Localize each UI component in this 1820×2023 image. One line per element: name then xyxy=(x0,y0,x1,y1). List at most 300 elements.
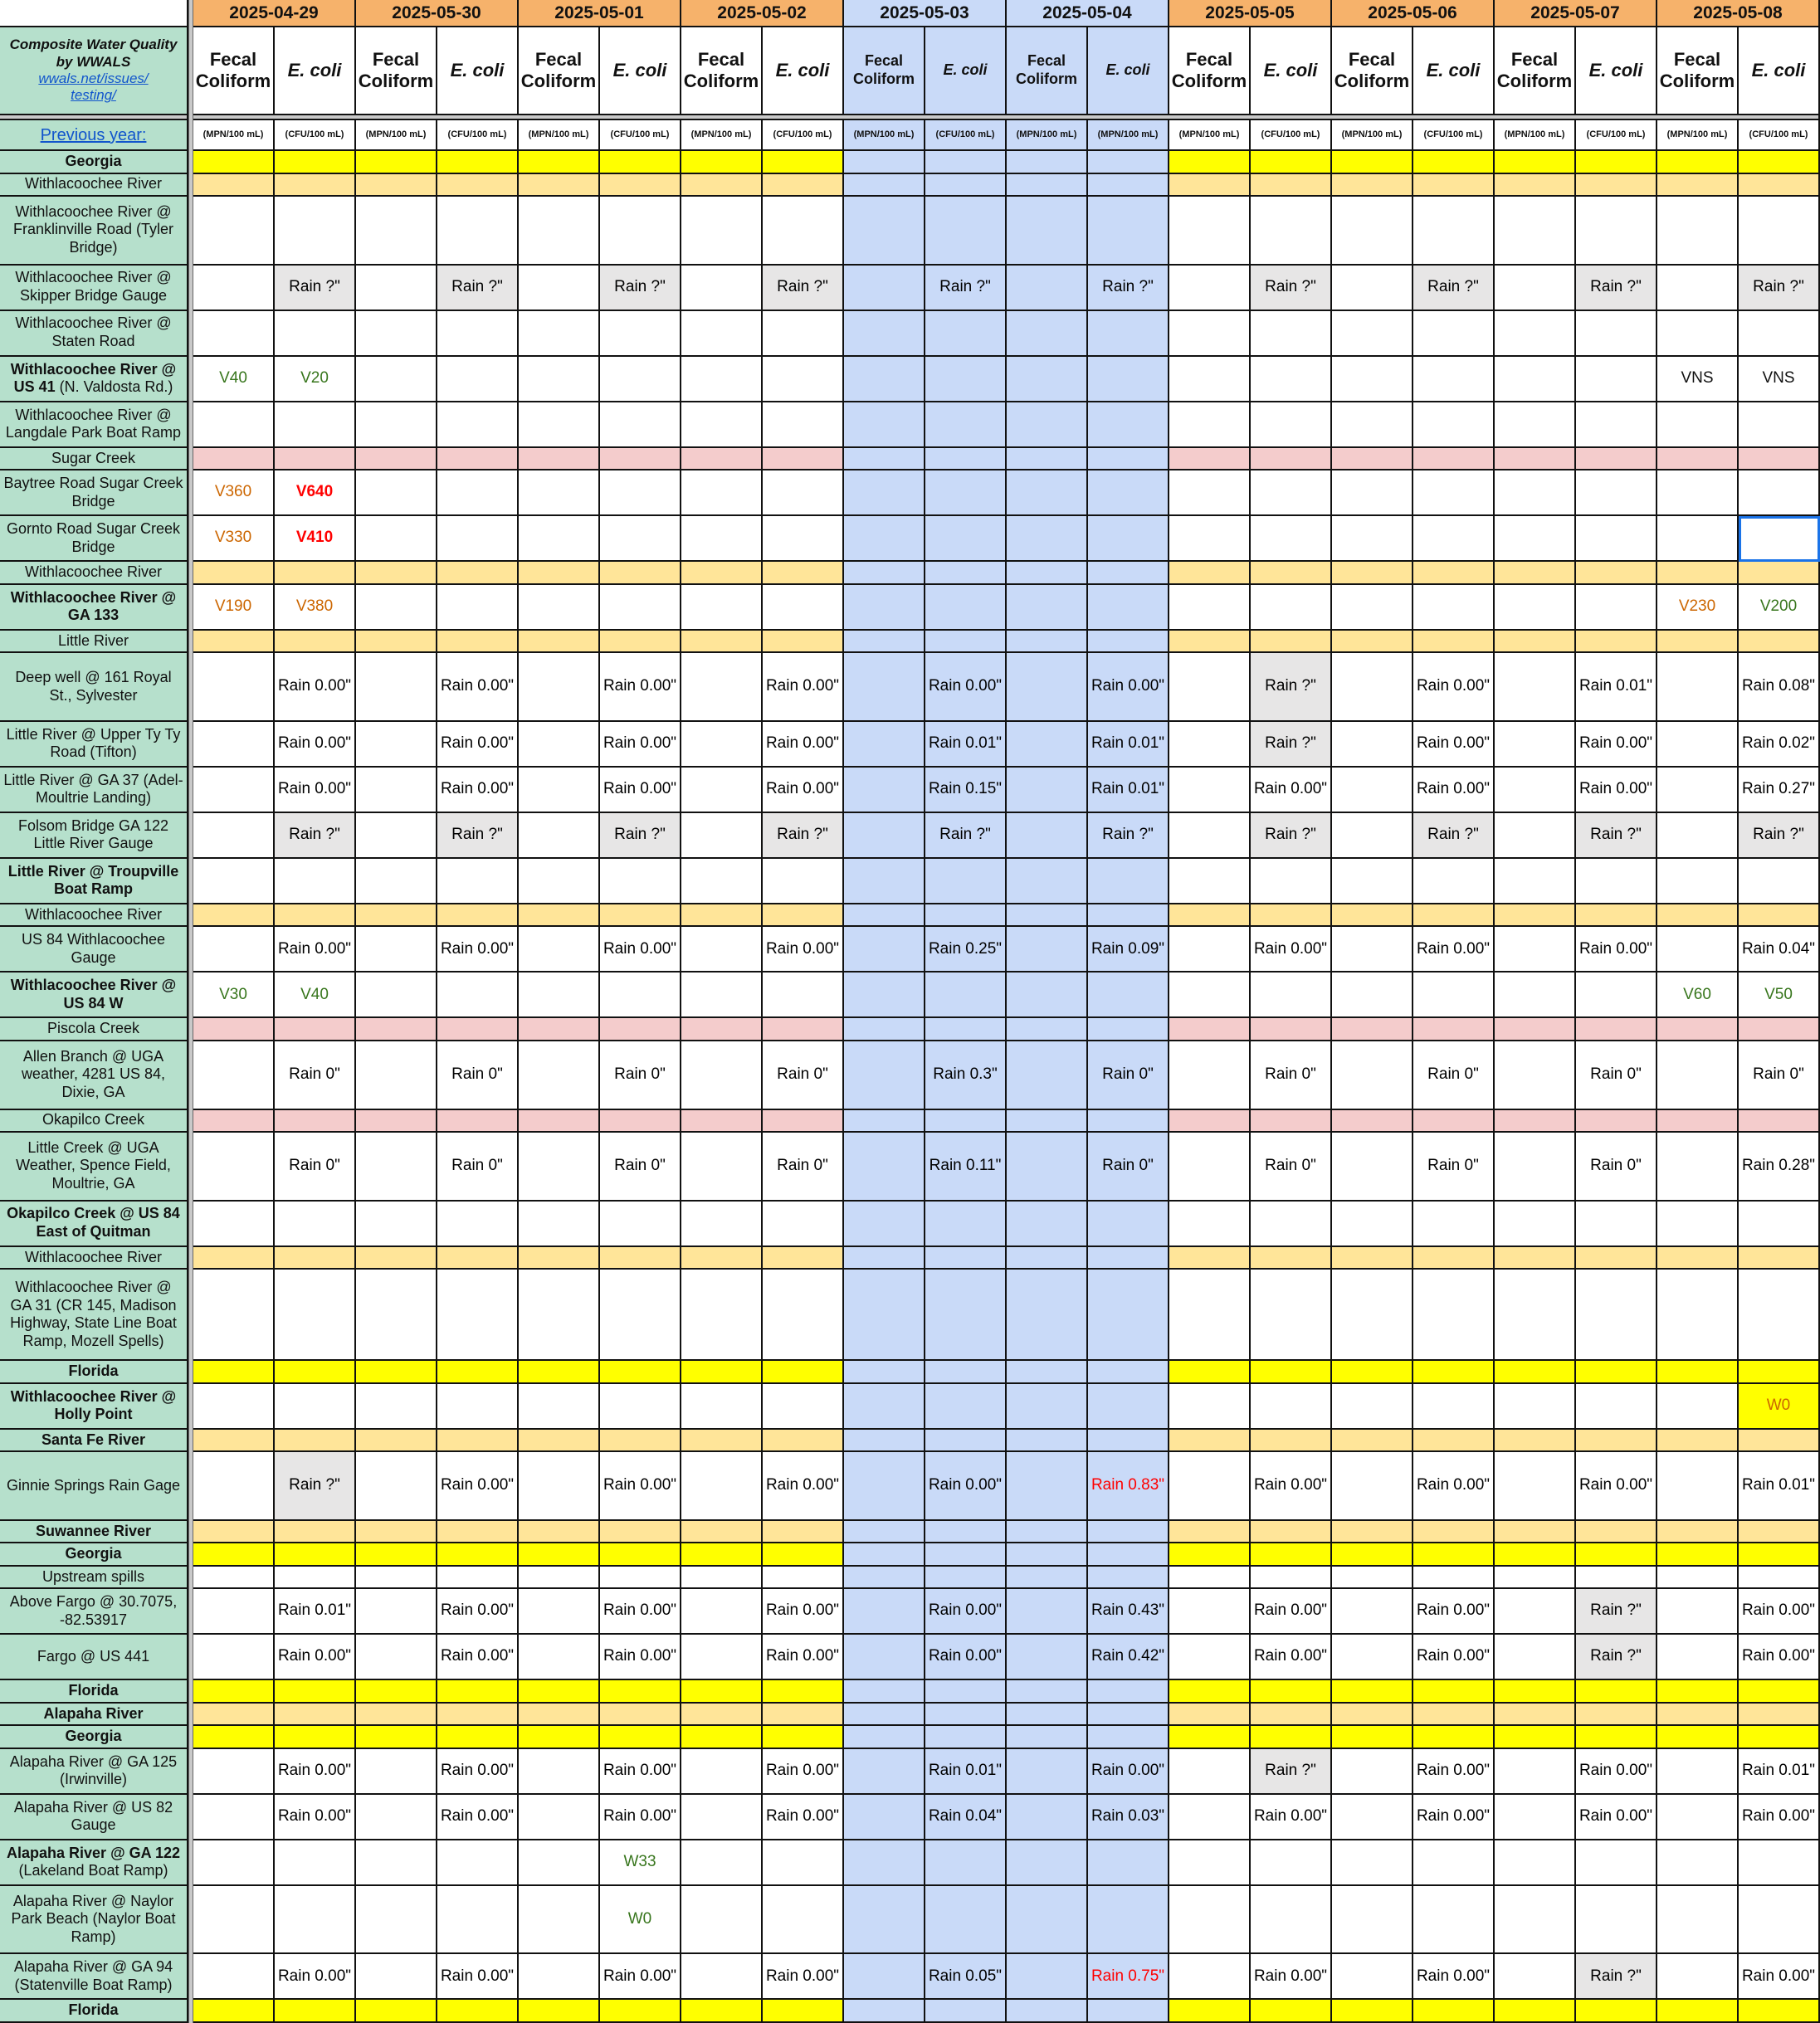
data-cell[interactable] xyxy=(1169,1430,1251,1453)
data-cell[interactable] xyxy=(600,516,681,562)
data-cell[interactable] xyxy=(1088,904,1169,928)
data-cell[interactable] xyxy=(437,904,519,928)
data-cell[interactable] xyxy=(193,266,275,311)
rain-cell[interactable]: Rain 0.00" xyxy=(437,1954,519,2000)
data-cell[interactable] xyxy=(519,1110,600,1133)
data-cell[interactable] xyxy=(1657,266,1739,311)
data-cell[interactable] xyxy=(1251,1704,1332,1727)
rain-cell[interactable]: Rain 0.27" xyxy=(1739,768,1820,813)
data-cell[interactable] xyxy=(1576,448,1657,471)
data-cell[interactable] xyxy=(519,1247,600,1270)
data-cell[interactable] xyxy=(1576,904,1657,928)
data-cell[interactable] xyxy=(1576,1704,1657,1727)
sample-value[interactable]: V230 xyxy=(1657,585,1739,631)
data-cell[interactable] xyxy=(356,1018,437,1041)
data-cell[interactable] xyxy=(1088,1110,1169,1133)
rain-cell[interactable]: Rain 0.00" xyxy=(437,1589,519,1635)
data-cell[interactable] xyxy=(600,1202,681,1247)
data-cell[interactable] xyxy=(1495,904,1576,928)
data-cell[interactable] xyxy=(275,1567,356,1590)
data-cell[interactable] xyxy=(1169,1589,1251,1635)
data-cell[interactable] xyxy=(275,1202,356,1247)
data-cell[interactable] xyxy=(1495,470,1576,516)
data-cell[interactable] xyxy=(600,470,681,516)
data-cell[interactable] xyxy=(844,197,925,266)
data-cell[interactable] xyxy=(1251,904,1332,928)
data-cell[interactable] xyxy=(1657,151,1739,174)
data-cell[interactable] xyxy=(925,1270,1007,1361)
rain-cell[interactable]: Rain 0.00" xyxy=(437,1795,519,1840)
data-cell[interactable] xyxy=(925,585,1007,631)
rain-cell[interactable]: Rain ?" xyxy=(763,813,844,859)
data-cell[interactable] xyxy=(356,927,437,973)
data-cell[interactable] xyxy=(600,402,681,448)
data-cell[interactable] xyxy=(1007,1110,1088,1133)
data-cell[interactable] xyxy=(1169,1954,1251,2000)
data-cell[interactable] xyxy=(356,1247,437,1270)
data-cell[interactable] xyxy=(356,1270,437,1361)
data-cell[interactable] xyxy=(1576,357,1657,402)
sample-value[interactable]: V60 xyxy=(1657,973,1739,1018)
data-cell[interactable] xyxy=(1332,174,1413,197)
data-cell[interactable] xyxy=(1495,1270,1576,1361)
data-cell[interactable] xyxy=(681,1840,763,1886)
data-cell[interactable] xyxy=(681,1567,763,1590)
data-cell[interactable] xyxy=(1495,1361,1576,1384)
data-cell[interactable] xyxy=(1495,1795,1576,1840)
data-cell[interactable] xyxy=(1169,1384,1251,1430)
data-cell[interactable] xyxy=(1576,1270,1657,1361)
data-cell[interactable] xyxy=(1332,1361,1413,1384)
data-cell[interactable] xyxy=(1251,2000,1332,2023)
rain-cell[interactable]: Rain 0" xyxy=(437,1133,519,1202)
data-cell[interactable] xyxy=(925,1018,1007,1041)
data-cell[interactable] xyxy=(925,1247,1007,1270)
data-cell[interactable] xyxy=(275,1726,356,1749)
rain-cell[interactable]: Rain 0.00" xyxy=(275,1795,356,1840)
data-cell[interactable] xyxy=(1495,1543,1576,1567)
rain-cell[interactable]: Rain 0.00" xyxy=(1413,1635,1495,1680)
data-cell[interactable] xyxy=(763,1543,844,1567)
data-cell[interactable] xyxy=(519,151,600,174)
data-cell[interactable] xyxy=(681,151,763,174)
data-cell[interactable] xyxy=(1251,402,1332,448)
data-cell[interactable] xyxy=(275,311,356,357)
data-cell[interactable] xyxy=(1332,402,1413,448)
data-cell[interactable] xyxy=(1576,470,1657,516)
data-cell[interactable] xyxy=(600,197,681,266)
data-cell[interactable] xyxy=(275,151,356,174)
data-cell[interactable] xyxy=(437,1521,519,1544)
data-cell[interactable] xyxy=(1007,1384,1088,1430)
data-cell[interactable] xyxy=(437,357,519,402)
data-cell[interactable] xyxy=(1495,1018,1576,1041)
data-cell[interactable] xyxy=(925,904,1007,928)
data-cell[interactable] xyxy=(356,516,437,562)
data-cell[interactable] xyxy=(1007,631,1088,654)
data-cell[interactable] xyxy=(1495,2000,1576,2023)
data-cell[interactable] xyxy=(844,1452,925,1521)
data-cell[interactable] xyxy=(1332,1521,1413,1544)
rain-cell[interactable]: Rain 0" xyxy=(763,1041,844,1110)
rain-cell[interactable]: Rain 0.00" xyxy=(763,1954,844,2000)
data-cell[interactable] xyxy=(193,402,275,448)
data-cell[interactable] xyxy=(925,197,1007,266)
data-cell[interactable] xyxy=(844,1567,925,1590)
data-cell[interactable] xyxy=(356,311,437,357)
data-cell[interactable] xyxy=(1413,311,1495,357)
data-cell[interactable] xyxy=(1169,1133,1251,1202)
data-cell[interactable] xyxy=(519,1133,600,1202)
data-cell[interactable] xyxy=(1169,357,1251,402)
data-cell[interactable] xyxy=(763,151,844,174)
data-cell[interactable] xyxy=(681,927,763,973)
data-cell[interactable] xyxy=(519,1202,600,1247)
data-cell[interactable] xyxy=(356,1202,437,1247)
data-cell[interactable] xyxy=(1007,1247,1088,1270)
sample-value[interactable]: V360 xyxy=(193,470,275,516)
data-cell[interactable] xyxy=(1088,973,1169,1018)
data-cell[interactable] xyxy=(1332,631,1413,654)
rain-cell[interactable]: Rain 0.00" xyxy=(600,653,681,722)
data-cell[interactable] xyxy=(844,2000,925,2023)
frozen-column-divider[interactable] xyxy=(188,0,193,2023)
data-cell[interactable] xyxy=(437,1886,519,1955)
data-cell[interactable] xyxy=(763,1361,844,1384)
data-cell[interactable] xyxy=(1088,357,1169,402)
rain-cell[interactable]: Rain 0.00" xyxy=(925,653,1007,722)
data-cell[interactable] xyxy=(844,927,925,973)
data-cell[interactable] xyxy=(1007,516,1088,562)
data-cell[interactable] xyxy=(1739,1680,1820,1704)
data-cell[interactable] xyxy=(1088,516,1169,562)
data-cell[interactable] xyxy=(1088,1680,1169,1704)
data-cell[interactable] xyxy=(1495,402,1576,448)
data-cell[interactable] xyxy=(925,1110,1007,1133)
data-cell[interactable] xyxy=(275,1430,356,1453)
data-cell[interactable] xyxy=(519,1680,600,1704)
sample-value[interactable]: V330 xyxy=(193,516,275,562)
data-cell[interactable] xyxy=(356,1041,437,1110)
data-cell[interactable] xyxy=(681,1954,763,2000)
data-cell[interactable] xyxy=(1657,1886,1739,1955)
data-cell[interactable] xyxy=(681,631,763,654)
data-cell[interactable] xyxy=(1332,448,1413,471)
data-cell[interactable] xyxy=(1576,402,1657,448)
data-cell[interactable] xyxy=(681,357,763,402)
data-cell[interactable] xyxy=(1495,1635,1576,1680)
data-cell[interactable] xyxy=(356,768,437,813)
rain-cell[interactable]: Rain 0.00" xyxy=(600,1954,681,2000)
data-cell[interactable] xyxy=(600,1247,681,1270)
data-cell[interactable] xyxy=(1007,1270,1088,1361)
data-cell[interactable] xyxy=(437,1202,519,1247)
data-cell[interactable] xyxy=(1332,1110,1413,1133)
data-cell[interactable] xyxy=(1088,197,1169,266)
rain-cell[interactable]: Rain 0" xyxy=(1088,1133,1169,1202)
data-cell[interactable] xyxy=(437,859,519,904)
sample-value[interactable]: V640 xyxy=(275,470,356,516)
rain-cell[interactable]: Rain 0.00" xyxy=(437,1749,519,1795)
data-cell[interactable] xyxy=(1251,1018,1332,1041)
data-cell[interactable] xyxy=(600,1704,681,1727)
data-cell[interactable] xyxy=(681,653,763,722)
data-cell[interactable] xyxy=(1007,1133,1088,1202)
data-cell[interactable] xyxy=(681,1133,763,1202)
data-cell[interactable] xyxy=(1495,357,1576,402)
data-cell[interactable] xyxy=(1007,1795,1088,1840)
data-cell[interactable] xyxy=(356,1589,437,1635)
data-cell[interactable] xyxy=(1739,1567,1820,1590)
data-cell[interactable] xyxy=(1251,562,1332,585)
data-cell[interactable] xyxy=(356,1840,437,1886)
data-cell[interactable] xyxy=(1576,973,1657,1018)
data-cell[interactable] xyxy=(763,402,844,448)
data-cell[interactable] xyxy=(1739,516,1820,562)
sample-value[interactable]: V200 xyxy=(1739,585,1820,631)
rain-cell[interactable]: Rain 0.28" xyxy=(1739,1133,1820,1202)
data-cell[interactable] xyxy=(1332,1886,1413,1955)
data-cell[interactable] xyxy=(1007,266,1088,311)
data-cell[interactable] xyxy=(844,1384,925,1430)
rain-cell[interactable]: Rain ?" xyxy=(1576,266,1657,311)
rain-cell[interactable]: Rain ?" xyxy=(437,813,519,859)
data-cell[interactable] xyxy=(1495,311,1576,357)
data-cell[interactable] xyxy=(681,1247,763,1270)
data-cell[interactable] xyxy=(681,470,763,516)
data-cell[interactable] xyxy=(437,1840,519,1886)
data-cell[interactable] xyxy=(356,1110,437,1133)
data-cell[interactable] xyxy=(844,357,925,402)
data-cell[interactable] xyxy=(1657,1543,1739,1567)
data-cell[interactable] xyxy=(1413,1202,1495,1247)
data-cell[interactable] xyxy=(193,722,275,768)
data-cell[interactable] xyxy=(275,1247,356,1270)
data-cell[interactable] xyxy=(356,653,437,722)
data-cell[interactable] xyxy=(925,516,1007,562)
data-cell[interactable] xyxy=(356,1954,437,2000)
data-cell[interactable] xyxy=(519,1018,600,1041)
data-cell[interactable] xyxy=(925,1567,1007,1590)
rain-cell[interactable]: Rain 0.00" xyxy=(925,1635,1007,1680)
rain-cell[interactable]: Rain 0" xyxy=(1251,1041,1332,1110)
data-cell[interactable] xyxy=(275,174,356,197)
data-cell[interactable] xyxy=(1576,1886,1657,1955)
data-cell[interactable] xyxy=(1413,1361,1495,1384)
data-cell[interactable] xyxy=(1739,631,1820,654)
data-cell[interactable] xyxy=(844,448,925,471)
data-cell[interactable] xyxy=(763,174,844,197)
data-cell[interactable] xyxy=(519,1521,600,1544)
rain-cell[interactable]: Rain ?" xyxy=(1251,1749,1332,1795)
data-cell[interactable] xyxy=(600,1270,681,1361)
data-cell[interactable] xyxy=(275,402,356,448)
rain-cell[interactable]: Rain 0.01" xyxy=(1739,1749,1820,1795)
data-cell[interactable] xyxy=(356,1635,437,1680)
rain-cell[interactable]: Rain 0.00" xyxy=(1576,1749,1657,1795)
rain-cell[interactable]: Rain 0.00" xyxy=(437,927,519,973)
data-cell[interactable] xyxy=(1251,1567,1332,1590)
data-cell[interactable] xyxy=(275,1384,356,1430)
data-cell[interactable] xyxy=(1332,562,1413,585)
rain-cell[interactable]: Rain 0.00" xyxy=(600,1589,681,1635)
data-cell[interactable] xyxy=(1332,1567,1413,1590)
data-cell[interactable] xyxy=(1251,1247,1332,1270)
data-cell[interactable] xyxy=(925,973,1007,1018)
data-cell[interactable] xyxy=(1495,1247,1576,1270)
data-cell[interactable] xyxy=(1169,1749,1251,1795)
data-cell[interactable] xyxy=(1088,1018,1169,1041)
data-cell[interactable] xyxy=(1251,1110,1332,1133)
data-cell[interactable] xyxy=(193,1384,275,1430)
data-cell[interactable] xyxy=(681,1635,763,1680)
data-cell[interactable] xyxy=(763,1247,844,1270)
data-cell[interactable] xyxy=(437,2000,519,2023)
data-cell[interactable] xyxy=(681,562,763,585)
data-cell[interactable] xyxy=(1657,562,1739,585)
data-cell[interactable] xyxy=(1332,1635,1413,1680)
data-cell[interactable] xyxy=(925,1384,1007,1430)
data-cell[interactable] xyxy=(1332,1726,1413,1749)
sample-value[interactable]: W33 xyxy=(600,1840,681,1886)
data-cell[interactable] xyxy=(356,266,437,311)
data-cell[interactable] xyxy=(519,516,600,562)
data-cell[interactable] xyxy=(1739,1886,1820,1955)
data-cell[interactable] xyxy=(356,1567,437,1590)
data-cell[interactable] xyxy=(600,311,681,357)
data-cell[interactable] xyxy=(1657,813,1739,859)
data-cell[interactable] xyxy=(356,859,437,904)
data-cell[interactable] xyxy=(1332,470,1413,516)
rain-cell[interactable]: Rain 0.00" xyxy=(437,1452,519,1521)
rain-cell[interactable]: Rain 0.00" xyxy=(763,768,844,813)
rain-cell[interactable]: Rain 0.00" xyxy=(1251,1635,1332,1680)
data-cell[interactable] xyxy=(763,973,844,1018)
data-cell[interactable] xyxy=(519,1384,600,1430)
data-cell[interactable] xyxy=(1657,653,1739,722)
data-cell[interactable] xyxy=(1495,722,1576,768)
rain-cell[interactable]: Rain 0.00" xyxy=(1413,1954,1495,2000)
data-cell[interactable] xyxy=(1007,174,1088,197)
rain-cell[interactable]: Rain 0.00" xyxy=(275,768,356,813)
data-cell[interactable] xyxy=(844,859,925,904)
data-cell[interactable] xyxy=(844,1270,925,1361)
data-cell[interactable] xyxy=(1413,1840,1495,1886)
rain-cell[interactable]: Rain ?" xyxy=(600,813,681,859)
data-cell[interactable] xyxy=(356,1361,437,1384)
data-cell[interactable] xyxy=(844,174,925,197)
data-cell[interactable] xyxy=(925,1521,1007,1544)
data-cell[interactable] xyxy=(763,470,844,516)
data-cell[interactable] xyxy=(193,1202,275,1247)
rain-cell[interactable]: Rain 0.04" xyxy=(1739,927,1820,973)
sample-value[interactable]: V20 xyxy=(275,357,356,402)
data-cell[interactable] xyxy=(193,1430,275,1453)
data-cell[interactable] xyxy=(193,311,275,357)
data-cell[interactable] xyxy=(844,1795,925,1840)
data-cell[interactable] xyxy=(1332,1840,1413,1886)
data-cell[interactable] xyxy=(1088,174,1169,197)
rain-cell[interactable]: Rain 0.00" xyxy=(1576,722,1657,768)
data-cell[interactable] xyxy=(1332,722,1413,768)
data-cell[interactable] xyxy=(437,1726,519,1749)
data-cell[interactable] xyxy=(844,973,925,1018)
data-cell[interactable] xyxy=(1413,585,1495,631)
data-cell[interactable] xyxy=(600,174,681,197)
rain-cell[interactable]: Rain 0" xyxy=(275,1133,356,1202)
data-cell[interactable] xyxy=(1495,1133,1576,1202)
data-cell[interactable] xyxy=(193,813,275,859)
data-cell[interactable] xyxy=(1169,1521,1251,1544)
data-cell[interactable] xyxy=(1576,151,1657,174)
data-cell[interactable] xyxy=(681,1749,763,1795)
data-cell[interactable] xyxy=(1007,402,1088,448)
data-cell[interactable] xyxy=(844,631,925,654)
data-cell[interactable] xyxy=(1576,1726,1657,1749)
data-cell[interactable] xyxy=(193,1133,275,1202)
data-cell[interactable] xyxy=(437,562,519,585)
data-cell[interactable] xyxy=(1332,1018,1413,1041)
data-cell[interactable] xyxy=(1657,197,1739,266)
data-cell[interactable] xyxy=(1495,1954,1576,2000)
data-cell[interactable] xyxy=(356,151,437,174)
data-cell[interactable] xyxy=(844,1202,925,1247)
data-cell[interactable] xyxy=(275,1840,356,1886)
data-cell[interactable] xyxy=(519,197,600,266)
rain-cell[interactable]: Rain 0.04" xyxy=(925,1795,1007,1840)
data-cell[interactable] xyxy=(925,859,1007,904)
data-cell[interactable] xyxy=(519,1041,600,1110)
data-cell[interactable] xyxy=(1739,1110,1820,1133)
data-cell[interactable] xyxy=(763,1840,844,1886)
data-cell[interactable] xyxy=(1495,1589,1576,1635)
data-cell[interactable] xyxy=(193,1954,275,2000)
data-cell[interactable] xyxy=(1495,174,1576,197)
data-cell[interactable] xyxy=(1495,1726,1576,1749)
rain-cell[interactable]: Rain 0" xyxy=(437,1041,519,1110)
data-cell[interactable] xyxy=(1657,904,1739,928)
data-cell[interactable] xyxy=(1332,813,1413,859)
rain-cell[interactable]: Rain 0.00" xyxy=(1739,1954,1820,2000)
data-cell[interactable] xyxy=(1576,585,1657,631)
data-cell[interactable] xyxy=(600,2000,681,2023)
rain-cell[interactable]: Rain ?" xyxy=(275,266,356,311)
data-cell[interactable] xyxy=(1413,1543,1495,1567)
data-cell[interactable] xyxy=(1413,1247,1495,1270)
data-cell[interactable] xyxy=(1169,470,1251,516)
data-cell[interactable] xyxy=(1657,1110,1739,1133)
data-cell[interactable] xyxy=(1495,1886,1576,1955)
data-cell[interactable] xyxy=(1495,1567,1576,1590)
data-cell[interactable] xyxy=(275,859,356,904)
data-cell[interactable] xyxy=(1332,197,1413,266)
data-cell[interactable] xyxy=(437,1247,519,1270)
data-cell[interactable] xyxy=(1169,1795,1251,1840)
data-cell[interactable] xyxy=(519,357,600,402)
data-cell[interactable] xyxy=(1495,927,1576,973)
data-cell[interactable] xyxy=(193,1886,275,1955)
data-cell[interactable] xyxy=(1657,927,1739,973)
data-cell[interactable] xyxy=(1169,859,1251,904)
data-cell[interactable] xyxy=(1251,448,1332,471)
rain-cell[interactable]: Rain 0.00" xyxy=(275,1954,356,2000)
data-cell[interactable] xyxy=(763,859,844,904)
data-cell[interactable] xyxy=(925,1202,1007,1247)
rain-cell[interactable]: Rain 0.00" xyxy=(763,1452,844,1521)
data-cell[interactable] xyxy=(1169,151,1251,174)
data-cell[interactable] xyxy=(1088,631,1169,654)
rain-cell[interactable]: Rain 0.00" xyxy=(275,1635,356,1680)
